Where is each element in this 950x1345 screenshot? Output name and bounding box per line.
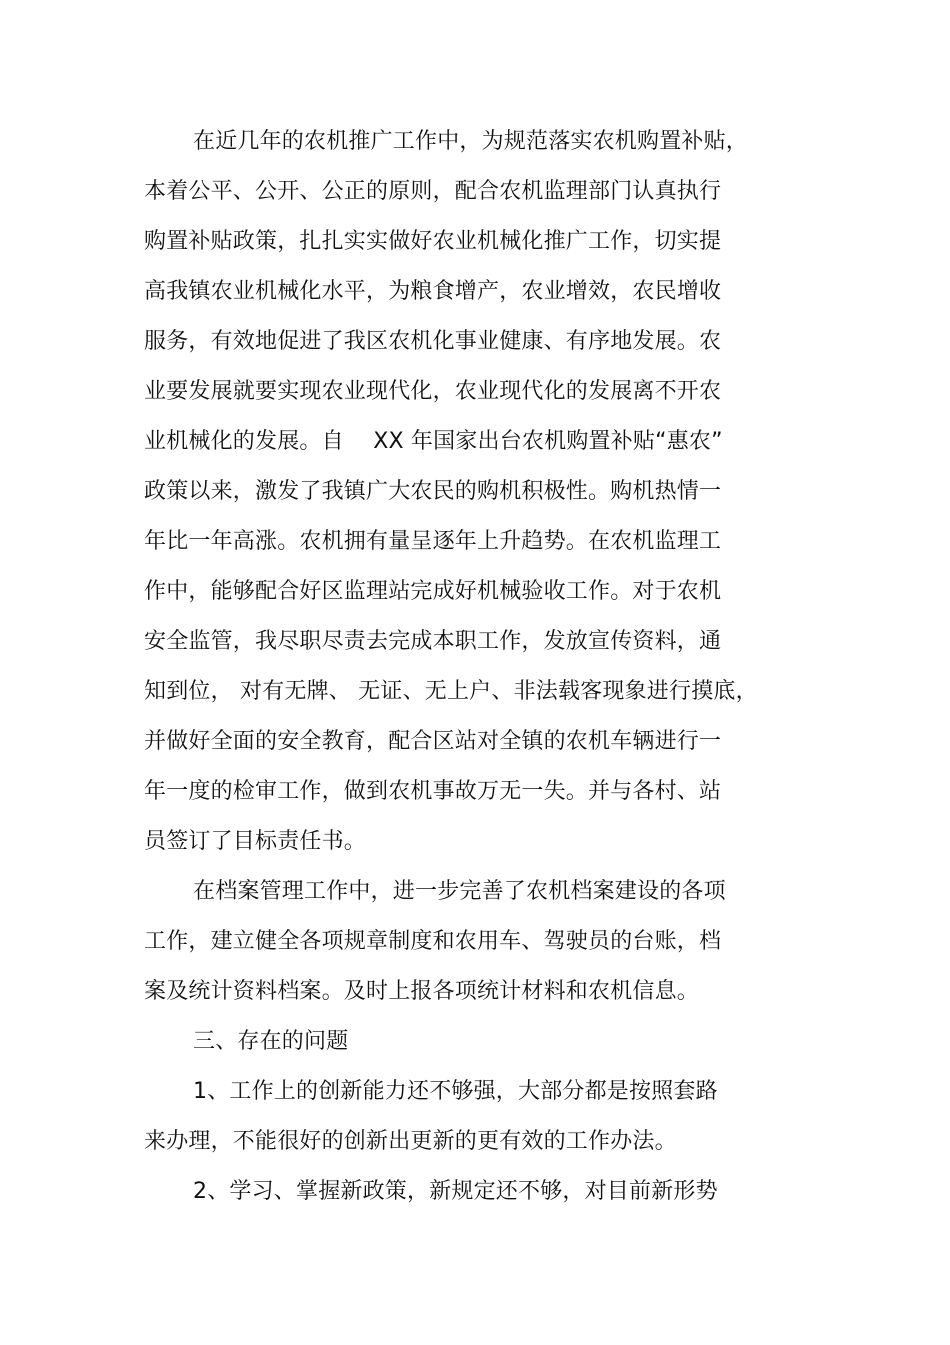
problem-1-line-1: 1、工作上的创新能力还不够强，大部分都是按照套路 xyxy=(193,1079,718,1104)
paragraph-1-line-7: 业机械化的发展。自 XX 年国家出台农机购置补贴“惠农” xyxy=(144,429,723,454)
paragraph-1-line-8: 政策以来，激发了我镇广大农民的购机积极性。购机热情一 xyxy=(144,479,722,504)
paragraph-2-line-2: 工作，建立健全各项规章制度和农用车、驾驶员的台账，档 xyxy=(144,929,722,954)
paragraph-1-line-1: 在近几年的农机推广工作中，为规范落实农机购置补贴， xyxy=(193,129,749,154)
paragraph-2-line-3: 案及统计资料档案。及时上报各项统计材料和农机信息。 xyxy=(144,979,700,1004)
paragraph-2-line-1: 在档案管理工作中，进一步完善了农机档案建设的各项 xyxy=(193,879,726,904)
paragraph-1-line-11: 安全监管，我尽职尽责去完成本职工作，发放宣传资料，通 xyxy=(144,629,722,654)
paragraph-1-line-10: 作中，能够配合好区监理站完成好机械验收工作。对于农机 xyxy=(144,579,722,604)
paragraph-1-line-3: 购置补贴政策，扎扎实实做好农业机械化推广工作，切实提 xyxy=(144,229,722,254)
paragraph-1-line-14: 年一度的检审工作，做到农机事故万无一失。并与各村、站 xyxy=(144,779,722,804)
paragraph-1-line-9: 年比一年高涨。农机拥有量呈逐年上升趋势。在农机监理工 xyxy=(144,529,722,554)
problem-1-line-2: 来办理，不能很好的创新出更新的更有效的工作办法。 xyxy=(144,1129,677,1154)
paragraph-1-line-12: 知到位， 对有无牌、 无证、无上户、非法载客现象进行摸底， xyxy=(144,679,758,704)
paragraph-1-line-15: 员签订了目标责任书。 xyxy=(144,829,367,854)
problem-2-line-1: 2、学习、掌握新政策，新规定还不够，对目前新形势 xyxy=(193,1179,718,1204)
paragraph-1-line-6: 业要发展就要实现农业现代化，农业现代化的发展离不开农 xyxy=(144,379,722,404)
paragraph-1-line-4: 高我镇农业机械化水平，为粮食增产，农业增效，农民增收 xyxy=(144,279,722,304)
section-heading-problems: 三、存在的问题 xyxy=(193,1029,349,1054)
paragraph-1-line-5: 服务，有效地促进了我区农机化事业健康、有序地发展。农 xyxy=(144,329,722,354)
paragraph-1-line-2: 本着公平、公开、公正的原则，配合农机监理部门认真执行 xyxy=(144,179,722,204)
paragraph-1-line-13: 并做好全面的安全教育，配合区站对全镇的农机车辆进行一 xyxy=(144,729,722,754)
